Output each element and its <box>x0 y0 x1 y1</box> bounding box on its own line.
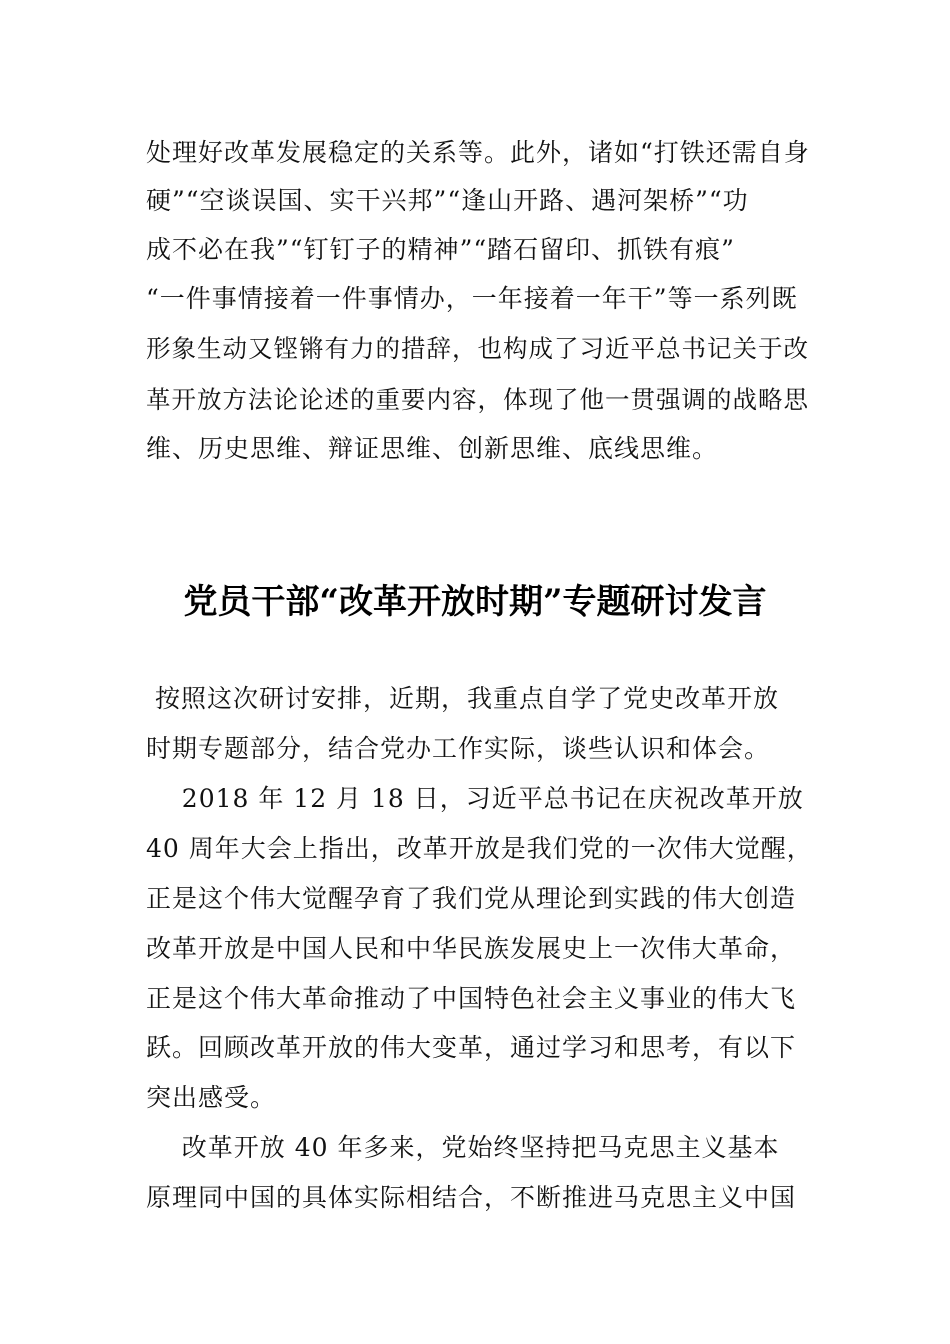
text-line: 维、历史思维、辩证思维、创新思维、底线思维。 <box>146 434 719 463</box>
text-line: 40 周年大会上指出，改革开放是我们党的一次伟大觉醒， <box>146 834 813 863</box>
text-line: 时期专题部分，结合党办工作实际，谈些认识和体会。 <box>146 734 771 763</box>
text-line: 改革开放 40 年多来，党始终坚持把马克思主义基本 <box>146 1133 780 1162</box>
text-line: 革开放方法论论述的重要内容，体现了他一贯强调的战略思 <box>146 385 809 414</box>
text-line: 形象生动又铿锵有力的措辞，也构成了习近平总书记关于改 <box>146 334 809 363</box>
text-line: 按照这次研讨安排，近期，我重点自学了党史改革开放 <box>146 684 779 713</box>
text-line: 成不必在我”“钉钉子的精神”“踏石留印、抓铁有痕” <box>146 235 735 264</box>
text-line: “一件事情接着一件事情办，一年接着一年干”等一系列既 <box>146 284 798 313</box>
text-line: 硬”“空谈误国、实干兴邦”“逢山开路、遇河架桥”“功 <box>146 186 749 215</box>
text-line: 2018 年 12 月 18 日，习近平总书记在庆祝改革开放 <box>146 784 804 813</box>
text-line: 跃。回顾改革开放的伟大变革，通过学习和思考，有以下 <box>146 1033 797 1062</box>
text-line: 突出感受。 <box>146 1083 277 1112</box>
article-title: 党员干部“改革开放时期”专题研讨发言 <box>183 582 767 622</box>
text-line: 正是这个伟大觉醒孕育了我们党从理论到实践的伟大创造 <box>146 884 797 913</box>
text-line: 改革开放是中国人民和中华民族发展史上一次伟大革命， <box>146 934 797 963</box>
text-line: 正是这个伟大革命推动了中国特色社会主义事业的伟大飞 <box>146 984 797 1013</box>
text-line: 处理好改革发展稳定的关系等。此外，诸如“打铁还需自身 <box>146 138 810 167</box>
text-line: 原理同中国的具体实际相结合，不断推进马克思主义中国 <box>146 1183 797 1212</box>
